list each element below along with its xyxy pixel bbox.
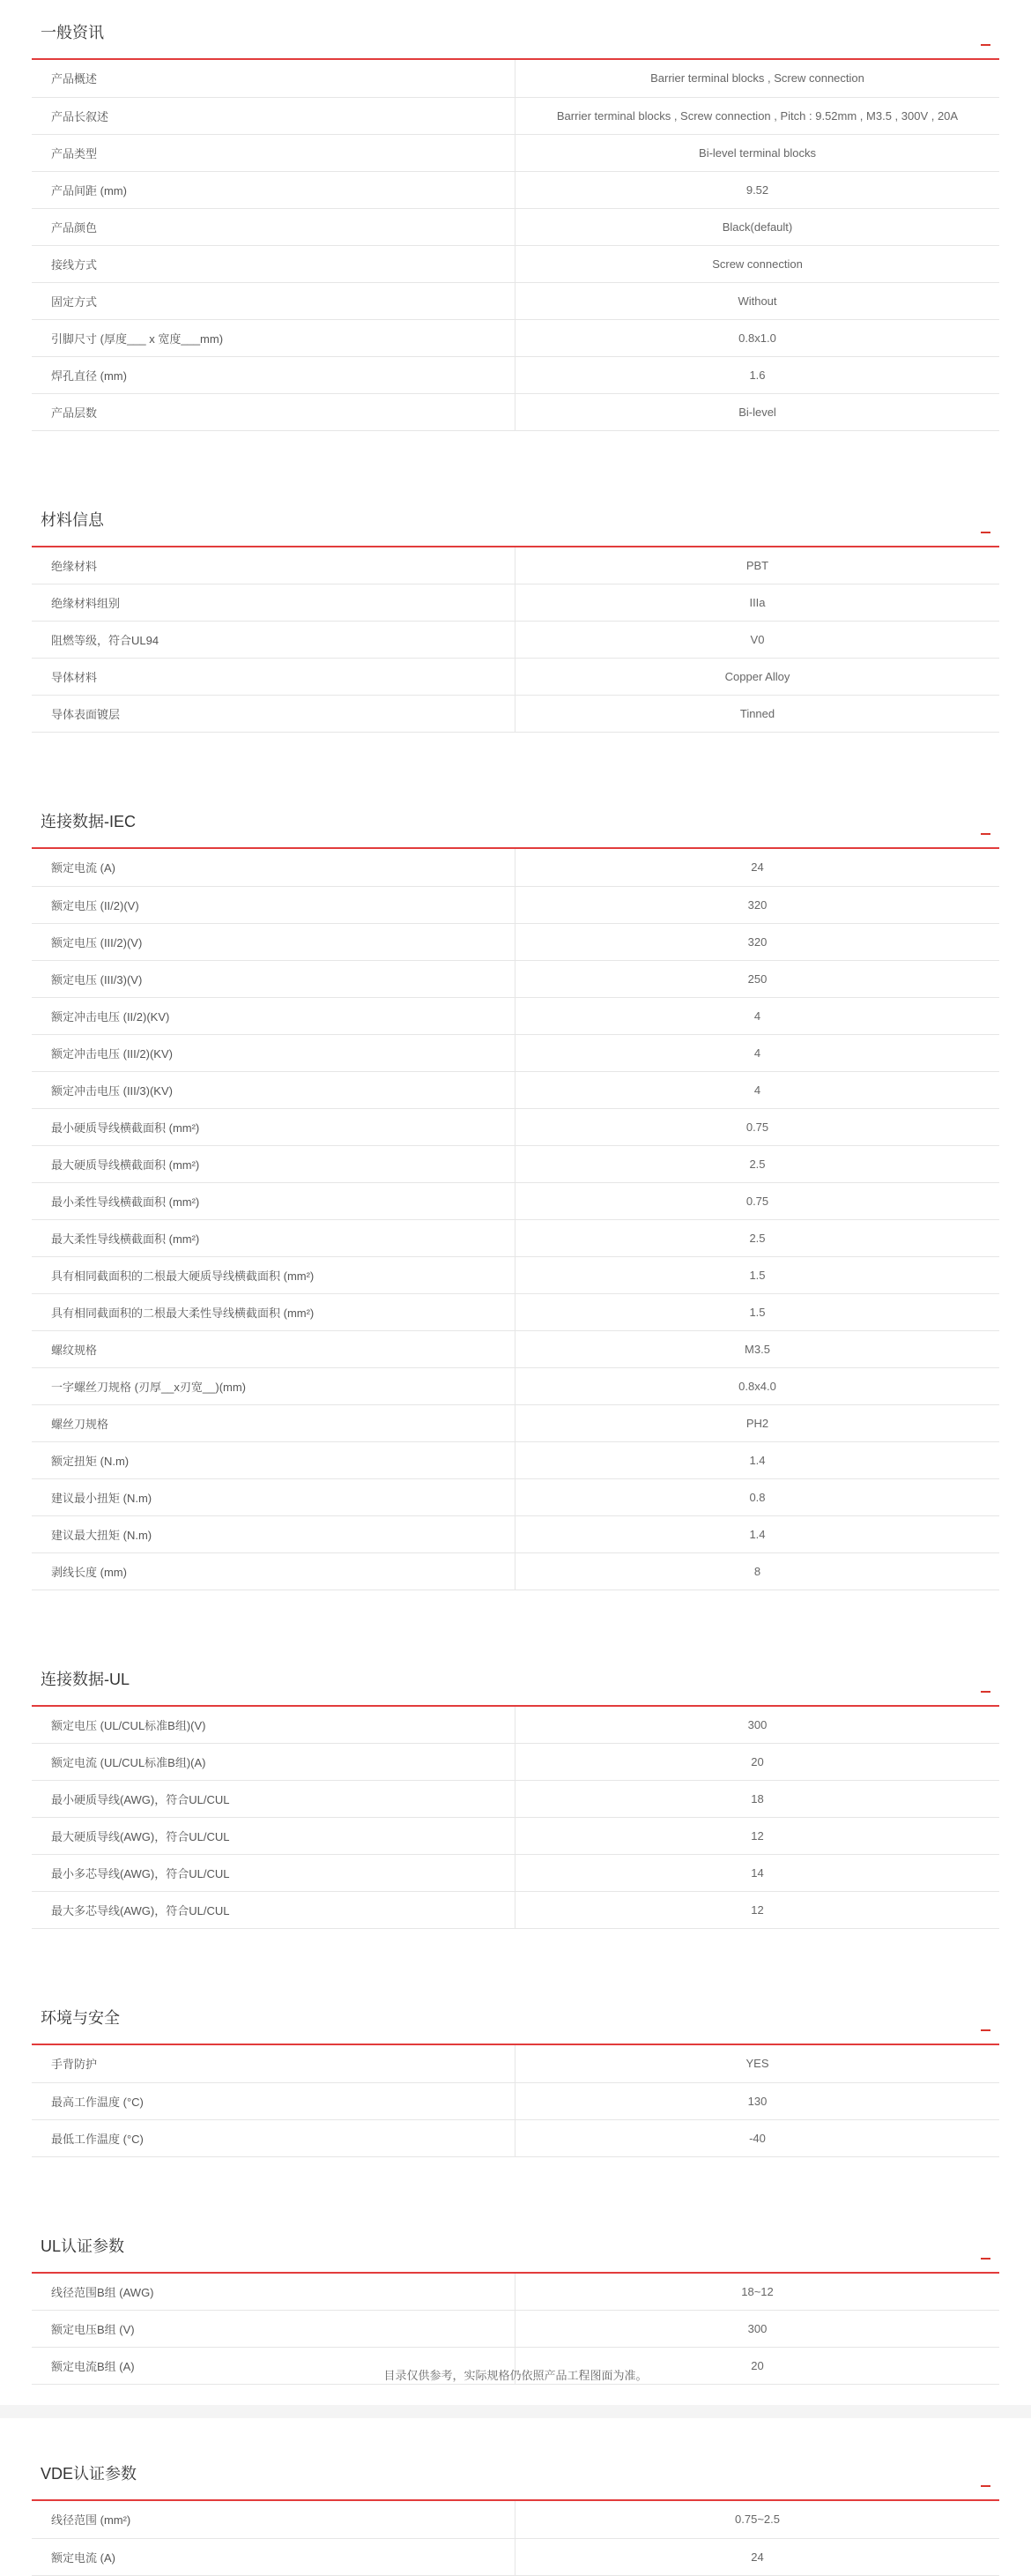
table-row <box>32 319 999 356</box>
table-row <box>32 547 999 584</box>
collapse-minus-icon[interactable] <box>981 2258 990 2260</box>
table-row <box>32 1108 999 1145</box>
table-row <box>32 659 999 696</box>
property-label: 固定方式 <box>32 282 516 319</box>
section-connection-iec <box>32 789 999 1590</box>
property-label: 焊孔直径 (mm) <box>32 356 516 393</box>
property-value: 8 <box>516 1552 1000 1590</box>
property-label: 螺纹规格 <box>32 1330 516 1367</box>
property-label: 建议最大扭矩 (N.m) <box>32 1515 516 1552</box>
section-header[interactable] <box>32 1985 999 2045</box>
property-value: PH2 <box>516 1404 1000 1441</box>
property-label: 最小硬质导线横截面积 (mm²) <box>32 1108 516 1145</box>
section-header[interactable] <box>32 789 999 849</box>
collapse-minus-icon[interactable] <box>981 833 990 835</box>
section-title: 环境与安全 <box>41 2009 120 2027</box>
property-label: 额定电流B组 (A) <box>32 2348 516 2385</box>
collapse-minus-icon[interactable] <box>981 2485 990 2487</box>
property-value: Bi-level terminal blocks <box>516 134 1000 171</box>
collapse-minus-icon[interactable] <box>981 2029 990 2031</box>
property-value: 320 <box>516 886 1000 923</box>
table-row <box>32 923 999 960</box>
property-label: 导体材料 <box>32 659 516 696</box>
table-row <box>32 1707 999 1744</box>
section-title: UL认证参数 <box>41 2237 125 2255</box>
property-label: 额定冲击电压 (III/2)(KV) <box>32 1034 516 1071</box>
table-row <box>32 1256 999 1293</box>
property-value: 14 <box>516 1855 1000 1892</box>
property-value: 1.5 <box>516 1293 1000 1330</box>
property-label: 额定电流 (A) <box>32 2538 516 2575</box>
table-row <box>32 60 999 97</box>
property-value: 20 <box>516 1744 1000 1781</box>
property-value: 4 <box>516 1034 1000 1071</box>
property-value: 300 <box>516 2311 1000 2348</box>
property-label: 导体表面镀层 <box>32 696 516 733</box>
property-label: 绝缘材料组别 <box>32 584 516 622</box>
property-label: 最低工作温度 (°C) <box>32 2119 516 2156</box>
section-title: 连接数据-IEC <box>41 813 136 830</box>
property-value: 0.75~2.5 <box>516 2501 1000 2538</box>
table-row <box>32 1182 999 1219</box>
property-value: 0.8x1.0 <box>516 319 1000 356</box>
table-row <box>32 2311 999 2348</box>
section-header[interactable] <box>32 1647 999 1707</box>
section-vde-certification <box>32 2441 999 2576</box>
property-label: 具有相同截面积的二根最大柔性导线横截面积 (mm²) <box>32 1293 516 1330</box>
section-title: 一般资讯 <box>41 24 104 41</box>
property-value: YES <box>516 2045 1000 2082</box>
table-row <box>32 584 999 622</box>
table-row <box>32 1744 999 1781</box>
section-title: 连接数据-UL <box>41 1670 130 1688</box>
property-label: 产品概述 <box>32 60 516 97</box>
table-row <box>32 622 999 659</box>
property-label: 额定电压 (III/3)(V) <box>32 960 516 997</box>
table-row <box>32 2538 999 2575</box>
property-value: 0.75 <box>516 1182 1000 1219</box>
property-label: 最高工作温度 (°C) <box>32 2082 516 2119</box>
property-value: IIIa <box>516 584 1000 622</box>
table-row <box>32 2274 999 2311</box>
property-value: Barrier terminal blocks , Screw connection , Pitch : 9.52mm , M3.5 , 300V , 20A <box>516 97 1000 134</box>
property-value: Barrier terminal blocks , Screw connection <box>516 60 1000 97</box>
property-value: Black(default) <box>516 208 1000 245</box>
spec-table <box>32 60 999 431</box>
spec-table <box>32 2045 999 2157</box>
property-label: 阻燃等级，符合UL94 <box>32 622 516 659</box>
property-value: Copper Alloy <box>516 659 1000 696</box>
section-header[interactable] <box>32 2214 999 2274</box>
section-header[interactable] <box>32 2441 999 2501</box>
table-row <box>32 1219 999 1256</box>
property-value: 12 <box>516 1892 1000 1929</box>
property-value: 2.5 <box>516 1145 1000 1182</box>
property-value: 24 <box>516 2538 1000 2575</box>
property-label: 额定电压 (II/2)(V) <box>32 886 516 923</box>
spec-table <box>32 2501 999 2576</box>
section-connection-ul <box>32 1647 999 1930</box>
property-value: M3.5 <box>516 1330 1000 1367</box>
property-label: 最大柔性导线横截面积 (mm²) <box>32 1219 516 1256</box>
property-label: 线径范围 (mm²) <box>32 2501 516 2538</box>
property-label: 最小柔性导线横截面积 (mm²) <box>32 1182 516 1219</box>
section-ul-certification <box>32 2214 999 2386</box>
property-label: 产品颜色 <box>32 208 516 245</box>
property-value: 1.5 <box>516 1256 1000 1293</box>
table-row <box>32 1892 999 1929</box>
property-value: 2.5 <box>516 1219 1000 1256</box>
property-label: 最小硬质导线(AWG)，符合UL/CUL <box>32 1781 516 1818</box>
section-title: 材料信息 <box>41 510 104 529</box>
spec-page <box>32 0 999 2576</box>
property-value: Without <box>516 282 1000 319</box>
property-value: 250 <box>516 960 1000 997</box>
property-label: 建议最小扭矩 (N.m) <box>32 1478 516 1515</box>
property-label: 最大硬质导线横截面积 (mm²) <box>32 1145 516 1182</box>
table-row <box>32 1818 999 1855</box>
property-value: 130 <box>516 2082 1000 2119</box>
property-label: 产品类型 <box>32 134 516 171</box>
property-value: 24 <box>516 849 1000 886</box>
spec-table <box>32 849 999 1590</box>
property-label: 额定电流 (UL/CUL标准B组)(A) <box>32 1744 516 1781</box>
property-value: 0.75 <box>516 1108 1000 1145</box>
property-value: 300 <box>516 1707 1000 1744</box>
table-row <box>32 97 999 134</box>
property-value: V0 <box>516 622 1000 659</box>
property-label: 产品层数 <box>32 393 516 430</box>
property-label: 绝缘材料 <box>32 547 516 584</box>
table-row <box>32 134 999 171</box>
table-row <box>32 1330 999 1367</box>
property-label: 额定冲击电压 (III/3)(KV) <box>32 1071 516 1108</box>
property-value: 18 <box>516 1781 1000 1818</box>
table-row <box>32 393 999 430</box>
collapse-minus-icon[interactable] <box>981 532 990 533</box>
section-title: VDE认证参数 <box>41 2465 137 2483</box>
property-value: PBT <box>516 547 1000 584</box>
table-row <box>32 849 999 886</box>
table-row <box>32 1293 999 1330</box>
property-label: 产品长叙述 <box>32 97 516 134</box>
table-row <box>32 1071 999 1108</box>
property-label: 引脚尺寸 (厚度___ x 宽度___mm) <box>32 319 516 356</box>
table-row <box>32 2082 999 2119</box>
table-row <box>32 997 999 1034</box>
property-label: 最大硬质导线(AWG)，符合UL/CUL <box>32 1818 516 1855</box>
table-row <box>32 960 999 997</box>
spec-table <box>32 1707 999 1930</box>
section-environment-safety <box>32 1985 999 2157</box>
table-row <box>32 245 999 282</box>
property-value: Bi-level <box>516 393 1000 430</box>
section-header[interactable] <box>32 488 999 547</box>
table-row <box>32 1441 999 1478</box>
property-value: -40 <box>516 2119 1000 2156</box>
table-row <box>32 282 999 319</box>
table-row <box>32 1552 999 1590</box>
table-row <box>32 1404 999 1441</box>
table-row <box>32 356 999 393</box>
property-label: 额定电压B组 (V) <box>32 2311 516 2348</box>
table-row <box>32 208 999 245</box>
property-label: 额定冲击电压 (II/2)(KV) <box>32 997 516 1034</box>
collapse-minus-icon[interactable] <box>981 44 990 46</box>
property-value: 18~12 <box>516 2274 1000 2311</box>
property-label: 产品间距 (mm) <box>32 171 516 208</box>
table-row <box>32 1515 999 1552</box>
table-row <box>32 1781 999 1818</box>
table-row <box>32 1855 999 1892</box>
property-label: 额定电流 (A) <box>32 849 516 886</box>
footer-band <box>0 2405 1031 2418</box>
property-value: 1.6 <box>516 356 1000 393</box>
property-value: 12 <box>516 1818 1000 1855</box>
collapse-minus-icon[interactable] <box>981 1691 990 1693</box>
property-label: 额定扭矩 (N.m) <box>32 1441 516 1478</box>
table-row <box>32 2501 999 2538</box>
property-value: Tinned <box>516 696 1000 733</box>
property-label: 线径范围B组 (AWG) <box>32 2274 516 2311</box>
property-label: 手背防护 <box>32 2045 516 2082</box>
section-material-info <box>32 488 999 733</box>
table-row <box>32 2119 999 2156</box>
property-label: 额定电压 (III/2)(V) <box>32 923 516 960</box>
property-value: Screw connection <box>516 245 1000 282</box>
property-label: 最大多芯导线(AWG)，符合UL/CUL <box>32 1892 516 1929</box>
property-value: 320 <box>516 923 1000 960</box>
property-value: 20 <box>516 2348 1000 2385</box>
property-label: 额定电压 (UL/CUL标准B组)(V) <box>32 1707 516 1744</box>
spec-table <box>32 547 999 733</box>
property-label: 最小多芯导线(AWG)，符合UL/CUL <box>32 1855 516 1892</box>
property-value: 1.4 <box>516 1441 1000 1478</box>
section-general-info <box>32 0 999 431</box>
property-value: 4 <box>516 997 1000 1034</box>
table-row <box>32 886 999 923</box>
table-row <box>32 2045 999 2082</box>
property-value: 9.52 <box>516 171 1000 208</box>
property-label: 剥线长度 (mm) <box>32 1552 516 1590</box>
property-label: 接线方式 <box>32 245 516 282</box>
property-label: 一字螺丝刀规格 (刃厚__x刃宽__)(mm) <box>32 1367 516 1404</box>
table-row <box>32 171 999 208</box>
property-label: 具有相同截面积的二根最大硬质导线横截面积 (mm²) <box>32 1256 516 1293</box>
table-row <box>32 1034 999 1071</box>
disclaimer-note: 目录仅供参考，实际规格仍依照产品工程图面为准。 <box>383 2369 648 2382</box>
table-row <box>32 1478 999 1515</box>
property-value: 0.8x4.0 <box>516 1367 1000 1404</box>
table-row <box>32 696 999 733</box>
table-row <box>32 1145 999 1182</box>
property-value: 1.4 <box>516 1515 1000 1552</box>
section-header[interactable] <box>32 0 999 60</box>
table-row <box>32 1367 999 1404</box>
property-value: 4 <box>516 1071 1000 1108</box>
property-value: 0.8 <box>516 1478 1000 1515</box>
property-label: 螺丝刀规格 <box>32 1404 516 1441</box>
